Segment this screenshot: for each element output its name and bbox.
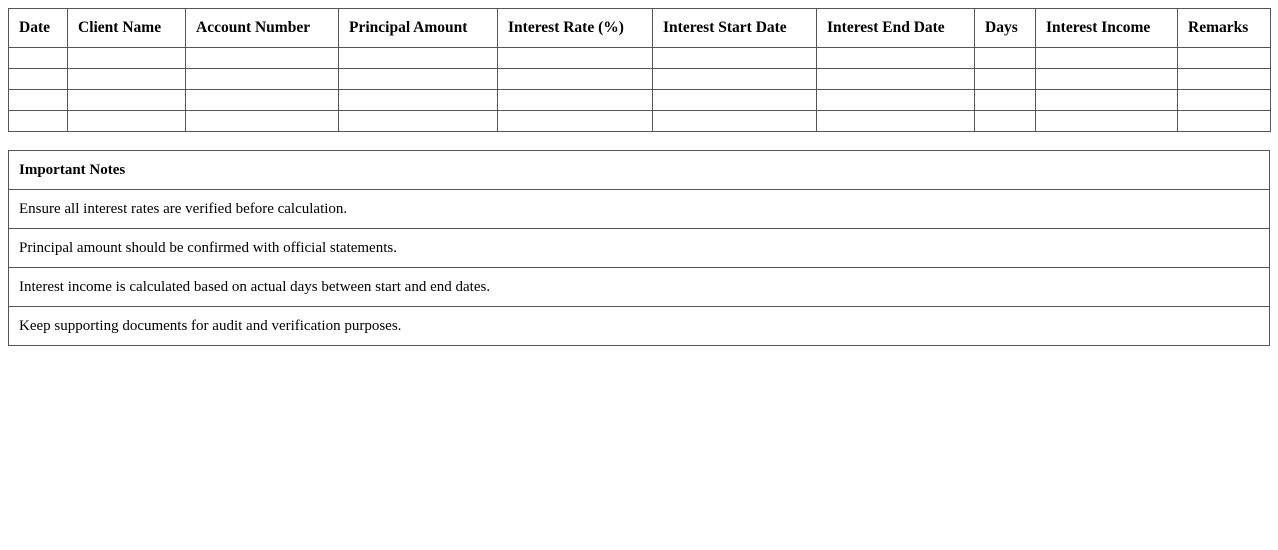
- interest-income-table: [8, 8, 1271, 132]
- table-row: [9, 48, 1271, 69]
- table-cell: [68, 90, 186, 111]
- header-days: Days: [975, 9, 1036, 48]
- header-remarks: Remarks: [1178, 9, 1271, 48]
- table-row: [9, 69, 1271, 90]
- table-cell: [339, 111, 498, 132]
- table-header-row: [9, 9, 1271, 48]
- table-cell: [9, 111, 68, 132]
- table-cell: [68, 48, 186, 69]
- table-cell: [975, 90, 1036, 111]
- important-notes-table: [8, 150, 1270, 346]
- table-cell: [1036, 69, 1178, 90]
- note-text: Principal amount should be confirmed with official statements.: [9, 229, 1270, 268]
- table-cell: [1178, 111, 1271, 132]
- note-text: Keep supporting documents for audit and verification purposes.: [9, 307, 1270, 346]
- table-cell: [498, 90, 653, 111]
- table-cell: [975, 48, 1036, 69]
- table-cell: [653, 111, 817, 132]
- table-row: [9, 111, 1271, 132]
- header-date: Date: [9, 9, 68, 48]
- table-cell: [1178, 90, 1271, 111]
- note-row: [9, 229, 1270, 268]
- table-row: [9, 90, 1271, 111]
- table-cell: [68, 69, 186, 90]
- table-cell: [975, 111, 1036, 132]
- table-cell: [653, 69, 817, 90]
- notes-title: Important Notes: [9, 151, 1270, 190]
- table-cell: [339, 69, 498, 90]
- table-cell: [817, 69, 975, 90]
- header-interest-rate: Interest Rate (%): [498, 9, 653, 48]
- table-cell: [68, 111, 186, 132]
- table-cell: [498, 48, 653, 69]
- note-row: [9, 307, 1270, 346]
- table-cell: [186, 69, 339, 90]
- note-row: [9, 268, 1270, 307]
- table-cell: [186, 111, 339, 132]
- table-cell: [9, 69, 68, 90]
- header-principal-amount: Principal Amount: [339, 9, 498, 48]
- table-cell: [653, 90, 817, 111]
- table-cell: [1036, 48, 1178, 69]
- table-cell: [9, 48, 68, 69]
- table-cell: [339, 90, 498, 111]
- header-interest-income: Interest Income: [1036, 9, 1178, 48]
- table-cell: [653, 48, 817, 69]
- table-cell: [817, 48, 975, 69]
- table-cell: [817, 111, 975, 132]
- table-cell: [498, 69, 653, 90]
- header-client-name: Client Name: [68, 9, 186, 48]
- table-cell: [1036, 90, 1178, 111]
- note-text: Ensure all interest rates are verified before calculation.: [9, 190, 1270, 229]
- header-account-number: Account Number: [186, 9, 339, 48]
- table-cell: [498, 111, 653, 132]
- table-cell: [9, 90, 68, 111]
- header-interest-start-date: Interest Start Date: [653, 9, 817, 48]
- note-row: [9, 190, 1270, 229]
- table-cell: [817, 90, 975, 111]
- table-cell: [186, 48, 339, 69]
- header-interest-end-date: Interest End Date: [817, 9, 975, 48]
- table-cell: [975, 69, 1036, 90]
- note-text: Interest income is calculated based on actual days between start and end dates.: [9, 268, 1270, 307]
- table-cell: [1178, 48, 1271, 69]
- notes-header-row: [9, 151, 1270, 190]
- table-cell: [1178, 69, 1271, 90]
- table-cell: [339, 48, 498, 69]
- table-cell: [186, 90, 339, 111]
- table-cell: [1036, 111, 1178, 132]
